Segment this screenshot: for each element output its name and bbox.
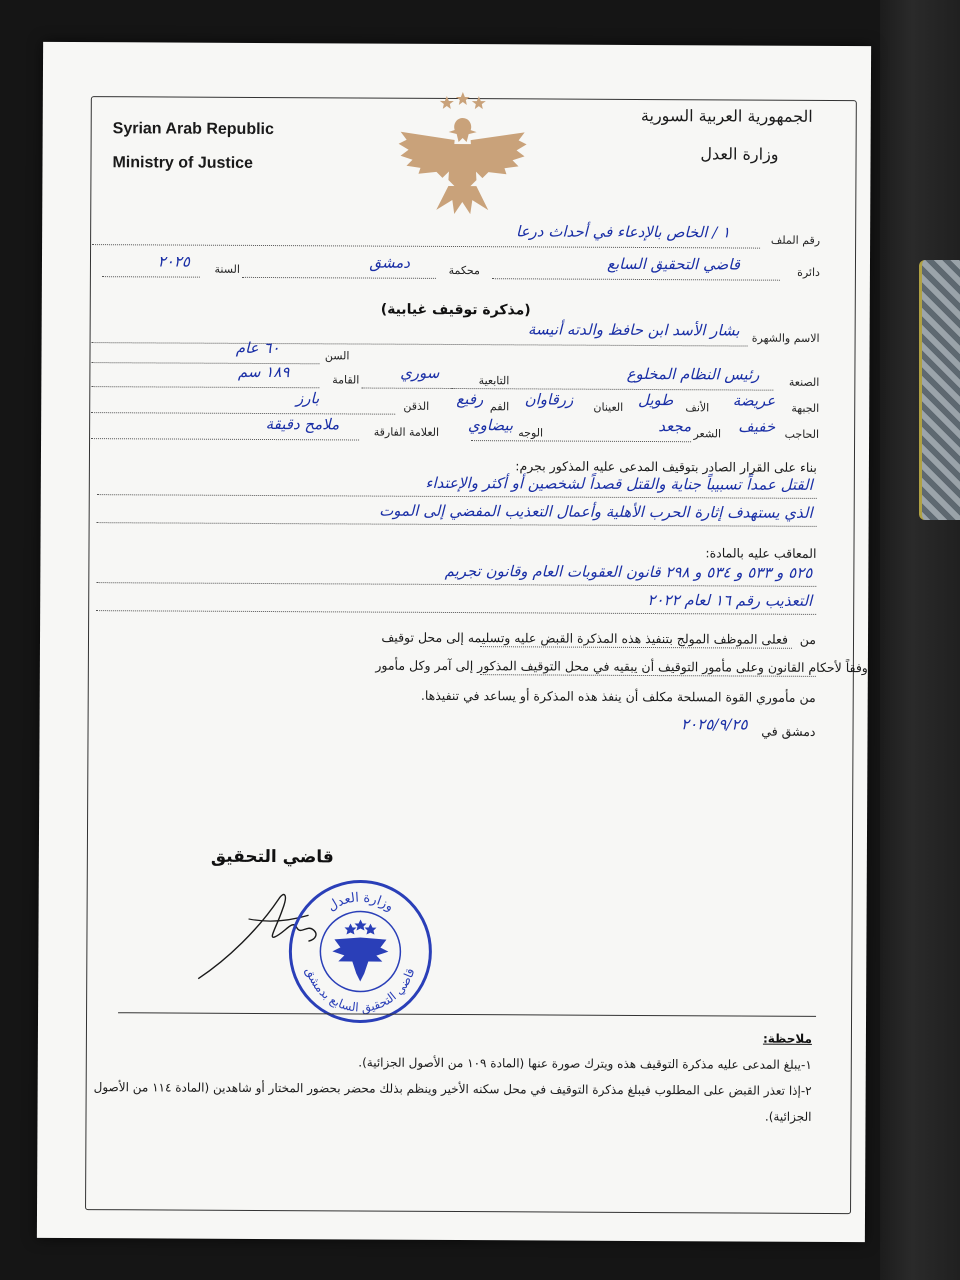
forehead-label: الجبهة	[791, 401, 820, 415]
notes-title: ملاحظة:	[762, 1031, 812, 1046]
eyes-value: زرقاوان	[524, 390, 574, 409]
mouth-label: الفم	[489, 400, 510, 414]
judge-title: قاضي التحقيق	[210, 846, 334, 868]
crime-value-2: الذي يستهدف إثارة الحرب الأهلية وأعمال التعذيب المفضي إلى الموت	[379, 501, 813, 522]
warrant-document	[37, 42, 871, 1242]
court-value: دمشق	[369, 253, 411, 272]
date-label: دمشق في	[761, 723, 816, 739]
english-country: Syrian Arab Republic	[112, 120, 274, 139]
file-value: ١ / الخاص بالإدعاء في أحداث درعا	[515, 222, 731, 242]
articles-value-1: ٥٢٥ و ٥٣٣ و ٥٣٤ و ٢٩٨ قانون العقوبات العام وقانون تجريم	[444, 561, 813, 582]
stamp-eagle-icon	[332, 919, 388, 981]
english-ministry: Ministry of Justice	[112, 154, 254, 172]
department-line	[492, 278, 780, 281]
appearance-row	[91, 416, 819, 446]
chin-line	[91, 412, 395, 415]
arabic-country: الجمهورية العربية السورية	[640, 105, 813, 126]
nationality-value: سوري	[400, 363, 440, 382]
order-line-1: فعلى الموظف المولج بتنفيذ هذه المذكرة القبض عليه وتسليمه إلى محل توقيف	[381, 629, 789, 647]
court-line	[242, 277, 436, 279]
year-label: السنة	[214, 262, 240, 276]
year-line	[102, 276, 200, 278]
hair-label: الشعر	[693, 427, 722, 441]
nose-value: طويل	[637, 390, 674, 410]
job-row	[91, 364, 819, 394]
height-label: القامة	[332, 373, 360, 387]
eagle-emblem-icon	[392, 88, 533, 219]
nationality-label: التابعية	[478, 374, 510, 388]
eyes-label: العينان	[593, 400, 624, 414]
department-row	[92, 254, 820, 284]
arabic-header	[552, 97, 812, 174]
file-line	[92, 244, 760, 248]
arabic-ministry: وزارة العدل	[700, 144, 779, 164]
file-label: رقم الملف	[770, 233, 821, 247]
height-value: ١٨٩ سم	[237, 362, 290, 382]
articles-intro: المعاقب عليه بالمادة:	[705, 545, 817, 561]
file-row	[92, 222, 820, 252]
features-row	[91, 390, 819, 420]
nationality-line	[361, 388, 455, 389]
english-header	[112, 112, 274, 181]
stamp-bottom-text: قاضي التحقيق السابع بدمشق	[303, 965, 418, 1015]
stamp-top-text: وزارة العدل	[325, 890, 397, 915]
background-object	[919, 260, 960, 520]
mouth-value: رفيع	[456, 390, 484, 409]
mark-label: العلامة الفارقة	[373, 425, 440, 439]
nose-label: الأنف	[685, 401, 710, 415]
crime-intro: بناء على القرار الصادر بتوقيف المدعى عليه المذكور بجرم:	[515, 458, 817, 475]
hair-line	[471, 440, 691, 442]
face-value: بيضاوي	[467, 416, 514, 435]
order-line-3: من مأموري القوة المسلحة مكلف أن ينفذ هذه المذكرة أو يساعد في تنفيذها.	[420, 687, 816, 705]
chin-value: بارز	[295, 389, 320, 408]
order-line-2: وفقاً لأحكام القانون وعلى مأمور التوقيف أن يبقيه في محل التوقيف المذكور إلى آمر وكل مأمور	[375, 657, 868, 676]
court-label: محكمة	[448, 263, 480, 278]
crime-value-1: القتل عمداً تسبيباً جناية والقتل قصداً لشخصين أو أكثر والإعتداء	[425, 473, 813, 494]
job-value: رئيس النظام المخلوع	[626, 364, 760, 384]
eyebrow-value: خفيف	[738, 417, 776, 436]
articles-value-2: التعذيب رقم ١٦ لعام ٢٠٢٢	[647, 591, 813, 610]
order-from: من	[799, 631, 817, 647]
job-line	[451, 388, 773, 391]
eyebrow-label: الحاجب	[784, 427, 820, 441]
document-title: (مذكرة توقيف غيابية)	[380, 301, 531, 319]
forehead-value: عريضة	[732, 391, 776, 410]
name-label: الاسم والشهرة	[751, 331, 820, 345]
face-label: الوجه	[518, 426, 544, 440]
height-line	[91, 386, 319, 388]
background-surface	[880, 0, 960, 1280]
mark-line	[91, 438, 359, 440]
job-label: الصنعة	[788, 375, 820, 389]
department-label: دائرة	[797, 265, 820, 279]
mark-value: ملامح دقيقة	[265, 415, 340, 434]
date-value: ٢٠٢٥/٩/٢٥	[681, 715, 748, 734]
note-item-2: ٢-إذا تعذر القبض على المطلوب فيبلغ مذكرة التوقيف في محل سكنه الأخير وينظم بذلك محضر بحضور المختار أو شاهدين (المادة ١١٤ من الأصول الجزائية).	[93, 1080, 812, 1124]
year-value: ٢٠٢٥	[157, 252, 191, 271]
age-value: ٦٠ عام	[235, 338, 280, 358]
name-value: بشار الأسد ابن حافظ والدته أنيسة	[527, 320, 740, 340]
age-label: السن	[324, 349, 350, 363]
chin-label: الذقن	[403, 399, 430, 413]
department-value: قاضي التحقيق السابع	[606, 254, 741, 274]
hair-value: مجعد	[658, 417, 692, 436]
official-stamp	[286, 877, 435, 1026]
note-item-1: ١-يبلغ المدعى عليه مذكرة التوقيف هذه ويترك صورة عنها (المادة ١٠٩ من الأصول الجزائية).	[358, 1055, 812, 1072]
